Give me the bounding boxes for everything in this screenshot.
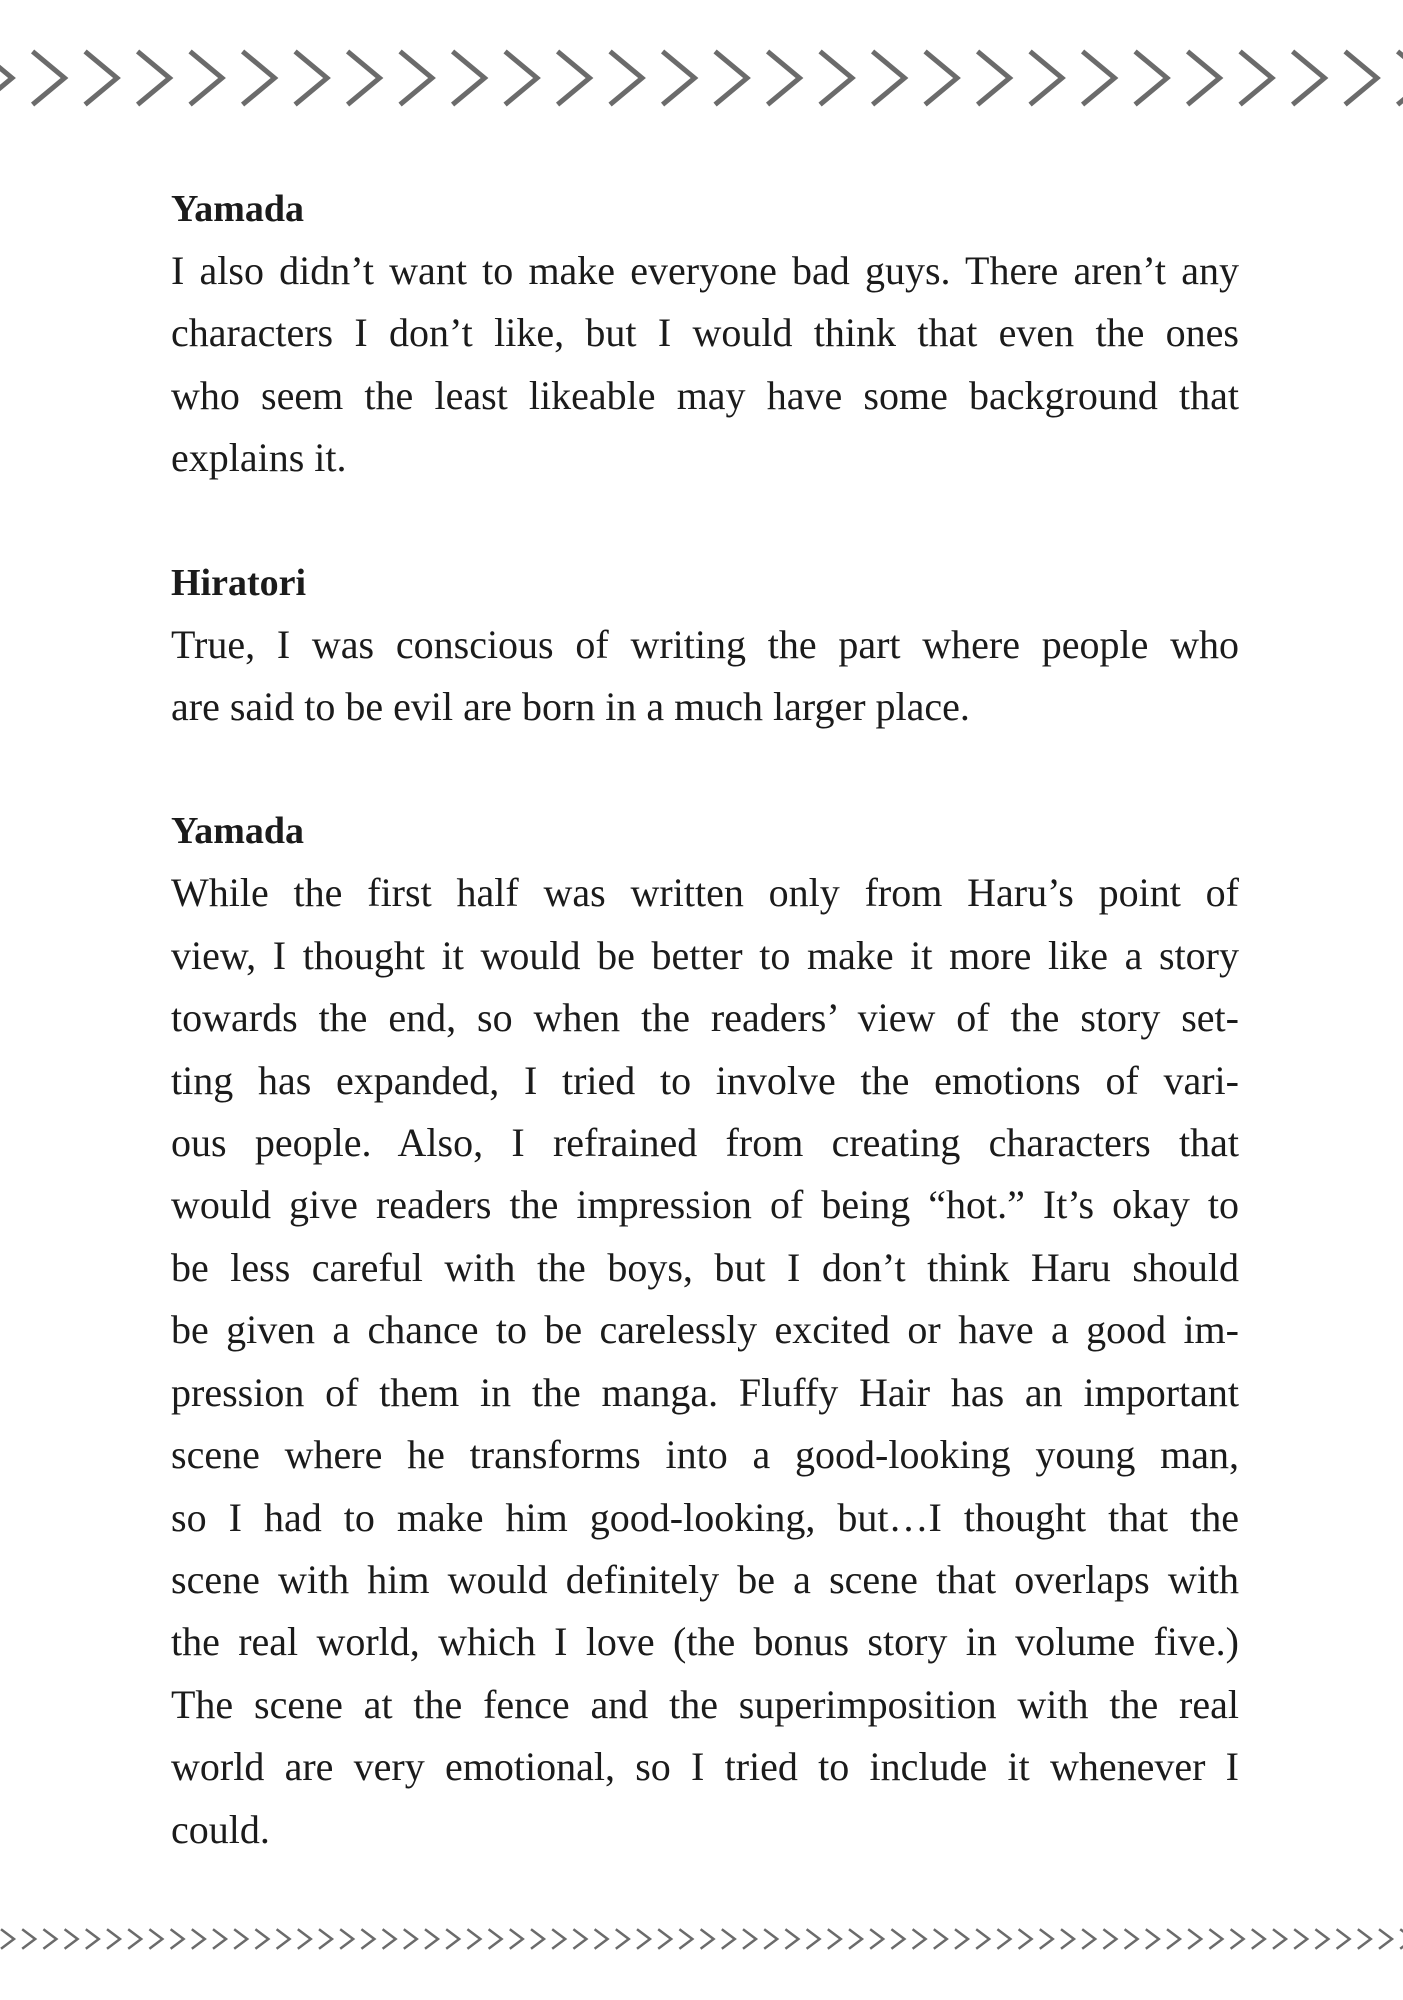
speaker-name: Yamada <box>171 810 305 853</box>
chevron-right-icon <box>468 1930 480 1948</box>
chevron-right-icon <box>702 1930 714 1948</box>
text-line: are said to be evil are born in a much larger place. <box>171 684 970 730</box>
chevron-right-icon <box>998 1930 1010 1948</box>
chevron-right-icon <box>617 1930 629 1948</box>
text-line: True, I was conscious of writing the part where people who <box>171 621 1239 667</box>
chevron-right-icon <box>1137 53 1167 103</box>
chevron-right-icon <box>384 1930 396 1948</box>
chevron-right-icon <box>723 1930 735 1948</box>
chevron-right-icon <box>1338 1930 1350 1948</box>
text-line: the real world, which I love (the bonus story in volume five.) <box>171 1619 1239 1665</box>
text-line: towards the end, so when the readers’ view of the story set- <box>171 995 1239 1041</box>
chevron-right-icon <box>717 53 747 103</box>
chevron-right-icon <box>935 1930 947 1948</box>
chevron-right-icon <box>511 1930 523 1948</box>
chevron-right-icon <box>786 1930 798 1948</box>
chevron-right-icon <box>1147 1930 1159 1948</box>
chevron-right-icon <box>892 1930 904 1948</box>
chevron-right-icon <box>172 1930 184 1948</box>
chevron-right-icon <box>659 1930 671 1948</box>
text-line: explains it. <box>171 435 347 481</box>
chevron-right-icon <box>455 53 485 103</box>
text-line: would give readers the impression of being “hot.” It’s okay to <box>171 1182 1239 1228</box>
chevron-right-icon <box>808 1930 820 1948</box>
chevron-right-icon <box>507 53 537 103</box>
chevron-right-icon <box>150 1930 162 1948</box>
chevron-right-icon <box>1232 1930 1244 1948</box>
chevron-right-icon <box>638 1930 650 1948</box>
text-line: ous people. Also, I refrained from creating characters that <box>171 1120 1239 1166</box>
text-line: be given a chance to be carelessly excited or have a good im- <box>171 1307 1239 1353</box>
chevron-right-icon <box>871 1930 883 1948</box>
chevron-right-icon <box>1210 1930 1222 1948</box>
chevron-right-icon <box>350 53 380 103</box>
text-line: ting has expanded, I tried to involve the emotions of vari- <box>171 1057 1239 1103</box>
text-line: characters I don’t like, but I would think that even the ones <box>171 310 1239 356</box>
chevron-right-icon <box>405 1930 417 1948</box>
chevron-right-icon <box>850 1930 862 1948</box>
chevron-right-icon <box>744 1930 756 1948</box>
chevron-right-icon <box>362 1930 374 1948</box>
chevron-right-icon <box>1126 1930 1138 1948</box>
text-line: be less careful with the boys, but I don’t think Haru should <box>171 1244 1239 1290</box>
chevron-right-icon <box>1359 1930 1371 1948</box>
chevron-right-icon <box>665 53 695 103</box>
chevron-right-icon <box>0 53 12 103</box>
chevron-right-icon <box>1253 1930 1265 1948</box>
bottom-chevron-border <box>0 1924 1403 1954</box>
chevron-right-icon <box>44 1930 56 1948</box>
dialogue-block <box>171 552 1239 739</box>
chevron-right-icon <box>1380 1930 1392 1948</box>
chevron-right-icon <box>1347 53 1377 103</box>
chevron-right-icon <box>829 1930 841 1948</box>
chevron-right-icon <box>1062 1930 1074 1948</box>
chevron-right-icon <box>1190 53 1220 103</box>
text-line: I also didn’t want to make everyone bad guys. There aren’t any <box>171 248 1239 293</box>
chevron-border-icon <box>0 42 1403 114</box>
speaker-name: Yamada <box>171 188 305 230</box>
chevron-right-icon <box>235 1930 247 1948</box>
chevron-right-icon <box>1032 53 1062 103</box>
chevron-right-icon <box>1020 1930 1032 1948</box>
chevron-right-icon <box>108 1930 120 1948</box>
chevron-right-icon <box>1400 53 1403 103</box>
chevron-right-icon <box>612 53 642 103</box>
chevron-right-icon <box>822 53 852 103</box>
text-line: scene where he transforms into a good-looking young man, <box>171 1432 1239 1478</box>
top-chevron-border <box>0 42 1403 114</box>
chevron-right-icon <box>1104 1930 1116 1948</box>
dialogue-block <box>171 800 1239 1861</box>
chevron-right-icon <box>87 1930 99 1948</box>
text-line: view, I thought it would be better to make it more like a story <box>171 932 1239 978</box>
chevron-right-icon <box>214 1930 226 1948</box>
speaker-name: Hiratori <box>171 561 307 604</box>
chevron-right-icon <box>680 1930 692 1948</box>
chevron-right-icon <box>977 1930 989 1948</box>
chevron-right-icon <box>560 53 590 103</box>
chevron-right-icon <box>980 53 1010 103</box>
chevron-right-icon <box>1041 1930 1053 1948</box>
chevron-right-icon <box>297 53 327 103</box>
interview-text <box>171 178 1239 1923</box>
chevron-right-icon <box>1242 53 1272 103</box>
chevron-border-icon <box>0 1924 1403 1954</box>
chevron-right-icon <box>1168 1930 1180 1948</box>
chevron-right-icon <box>927 53 957 103</box>
chevron-right-icon <box>1295 53 1325 103</box>
dialogue-block <box>171 178 1239 490</box>
text-line: world are very emotional, so I tried to include it whenever I <box>171 1744 1239 1790</box>
chevron-right-icon <box>245 53 275 103</box>
chevron-right-icon <box>1274 1930 1286 1948</box>
chevron-right-icon <box>490 1930 502 1948</box>
chevron-right-icon <box>956 1930 968 1948</box>
chevron-right-icon <box>87 53 117 103</box>
chevron-right-icon <box>256 1930 268 1948</box>
text-line: could. <box>171 1806 270 1852</box>
chevron-right-icon <box>341 1930 353 1948</box>
chevron-right-icon <box>532 1930 544 1948</box>
chevron-right-icon <box>2 1930 14 1948</box>
chevron-right-icon <box>1085 53 1115 103</box>
chevron-right-icon <box>402 53 432 103</box>
text-line: pression of them in the manga. Fluffy Hair has an important <box>171 1369 1239 1415</box>
text-line: While the first half was written only from Haru’s point of <box>171 870 1239 916</box>
chevron-right-icon <box>1316 1930 1328 1948</box>
chevron-right-icon <box>765 1930 777 1948</box>
chevron-right-icon <box>35 53 65 103</box>
text-line: who seem the least likeable may have some background that <box>171 372 1239 418</box>
chevron-right-icon <box>426 1930 438 1948</box>
text-line: The scene at the fence and the superimposition with the real <box>171 1681 1239 1727</box>
chevron-right-icon <box>875 53 905 103</box>
text-line: scene with him would definitely be a scene that overlaps with <box>171 1556 1239 1602</box>
chevron-right-icon <box>596 1930 608 1948</box>
chevron-right-icon <box>140 53 170 103</box>
chevron-right-icon <box>574 1930 586 1948</box>
chevron-right-icon <box>299 1930 311 1948</box>
chevron-right-icon <box>447 1930 459 1948</box>
chevron-right-icon <box>278 1930 290 1948</box>
chevron-right-icon <box>193 1930 205 1948</box>
chevron-right-icon <box>129 1930 141 1948</box>
text-line: so I had to make him good-looking, but…I thought that the <box>171 1494 1239 1540</box>
chevron-right-icon <box>553 1930 565 1948</box>
chevron-right-icon <box>770 53 800 103</box>
chevron-right-icon <box>192 53 222 103</box>
chevron-right-icon <box>1189 1930 1201 1948</box>
chevron-right-icon <box>1295 1930 1307 1948</box>
chevron-right-icon <box>1083 1930 1095 1948</box>
chevron-right-icon <box>66 1930 78 1948</box>
chevron-right-icon <box>23 1930 35 1948</box>
chevron-right-icon <box>914 1930 926 1948</box>
chevron-right-icon <box>320 1930 332 1948</box>
